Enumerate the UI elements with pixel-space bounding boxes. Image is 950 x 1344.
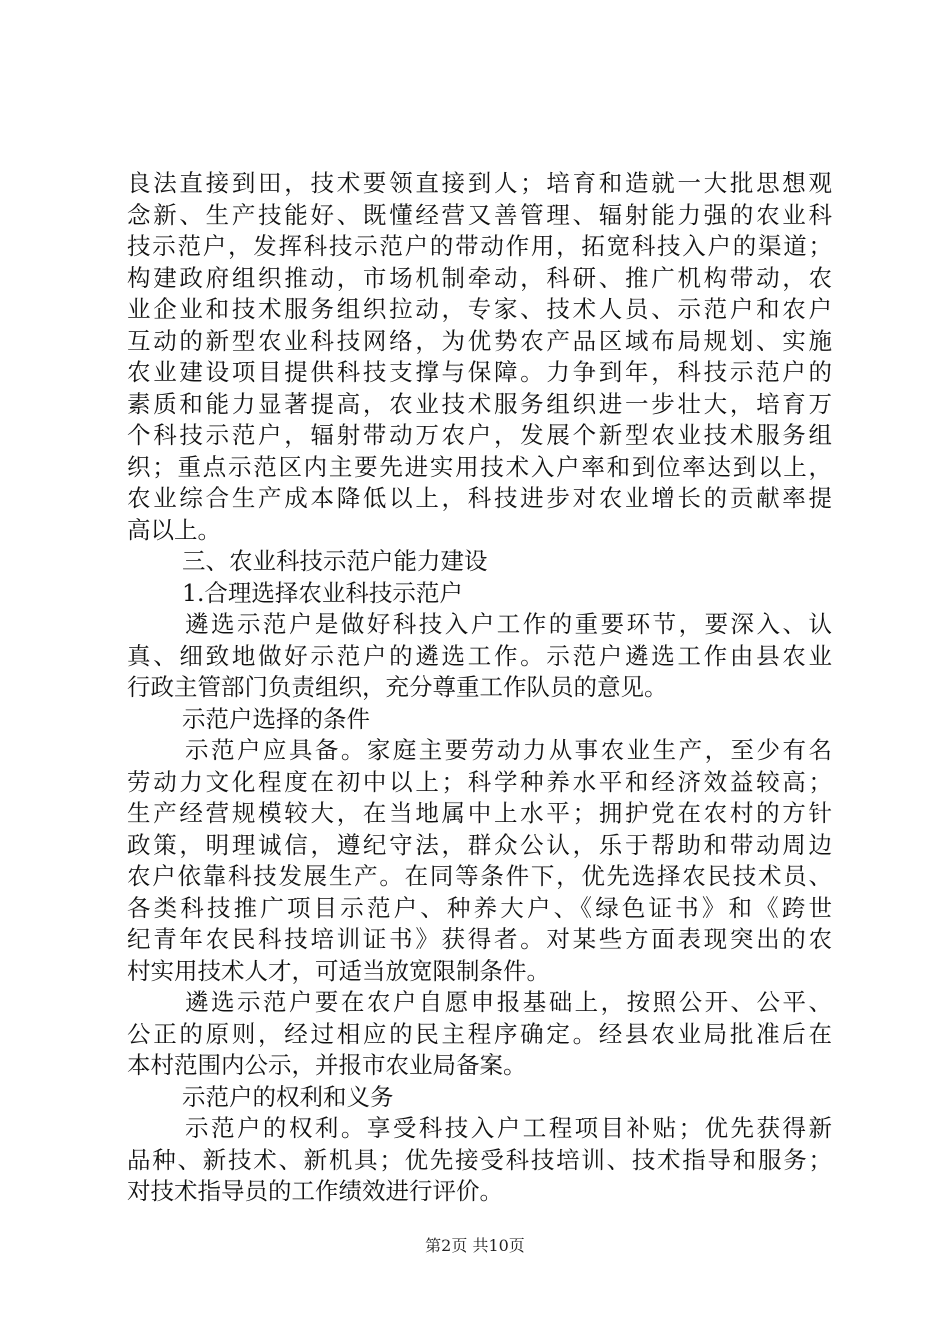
text-line: 高以上。 — [127, 515, 221, 544]
text-line: 念新、生产技能好、既懂经营又善管理、辐射能力强的农业科 — [127, 200, 832, 229]
text-line: 良法直接到田，技术要领直接到人；培育和造就一大批思想观 — [127, 169, 832, 197]
subsection-heading: 示范户选择的条件 — [182, 704, 370, 733]
text-line: 互动的新型农业科技网络，为优势农产品区域布局规划、实施 — [127, 326, 832, 355]
text-line: 对技术指导员的工作绩效进行评价。 — [127, 1177, 503, 1205]
text-line: 各类科技推广项目示范户、种养大户、《绿色证书》和《跨世 — [127, 893, 832, 922]
text-line: 示范户应具备。家庭主要劳动力从事农业生产，至少有名 — [185, 736, 832, 764]
text-line: 织；重点示范区内主要先进实用技术入户率和到位率达到以上， — [127, 452, 832, 481]
text-line: 个科技示范户，辐射带动万农户，发展个新型农业技术服务组 — [127, 421, 832, 449]
text-line: 劳动力文化程度在初中以上；科学种养水平和经济效益较高； — [127, 767, 832, 796]
text-line: 农业建设项目提供科技支撑与保障。力争到年，科技示范户的 — [127, 358, 832, 386]
subsection-heading: 示范户的权利和义务 — [182, 1082, 394, 1111]
text-line: 政策，明理诚信，遵纪守法，群众公认，乐于帮助和带动周边 — [127, 830, 832, 859]
text-line: 纪青年农民科技培训证书》获得者。对某些方面表现突出的农 — [127, 925, 832, 953]
text-line: 本村范围内公示，并报市农业局备案。 — [127, 1051, 527, 1079]
text-line: 素质和能力显著提高，农业技术服务组织进一步壮大，培育万 — [127, 389, 832, 418]
subsection-heading: 1.合理选择农业科技示范户 — [182, 578, 463, 607]
text-line: 示范户的权利。享受科技入户工程项目补贴；优先获得新 — [185, 1114, 832, 1142]
text-line: 业企业和技术服务组织拉动，专家、技术人员、示范户和农户 — [127, 295, 832, 323]
text-line: 品种、新技术、新机具；优先接受科技培训、技术指导和服务； — [127, 1145, 832, 1174]
text-line: 行政主管部门负责组织，充分尊重工作队员的意见。 — [127, 673, 668, 701]
text-line: 构建政府组织推动，市场机制牵动，科研、推广机构带动，农 — [127, 263, 832, 292]
text-line: 技示范户，发挥科技示范户的带动作用，拓宽科技入户的渠道； — [127, 232, 832, 260]
text-line: 真、细致地做好示范户的遴选工作。示范户遴选工作由县农业 — [127, 641, 832, 670]
text-line: 农业综合生产成本降低以上，科技进步对农业增长的贡献率提 — [127, 484, 832, 512]
text-line: 农户依靠科技发展生产。在同等条件下，优先选择农民技术员、 — [127, 862, 832, 890]
text-line: 村实用技术人才，可适当放宽限制条件。 — [127, 956, 550, 985]
text-line: 公正的原则，经过相应的民主程序确定。经县农业局批准后在 — [127, 1019, 832, 1048]
document-body — [127, 168, 832, 1208]
text-line: 生产经营规模较大，在当地属中上水平；拥护党在农村的方针 — [127, 799, 832, 827]
page-number-footer: 第2页 共10页 — [425, 1236, 525, 1255]
text-line: 遴选示范户是做好科技入户工作的重要环节，要深入、认 — [185, 610, 832, 638]
section-heading: 三、农业科技示范户能力建设 — [182, 547, 488, 575]
text-line: 遴选示范户要在农户自愿申报基础上，按照公开、公平、 — [185, 988, 832, 1016]
